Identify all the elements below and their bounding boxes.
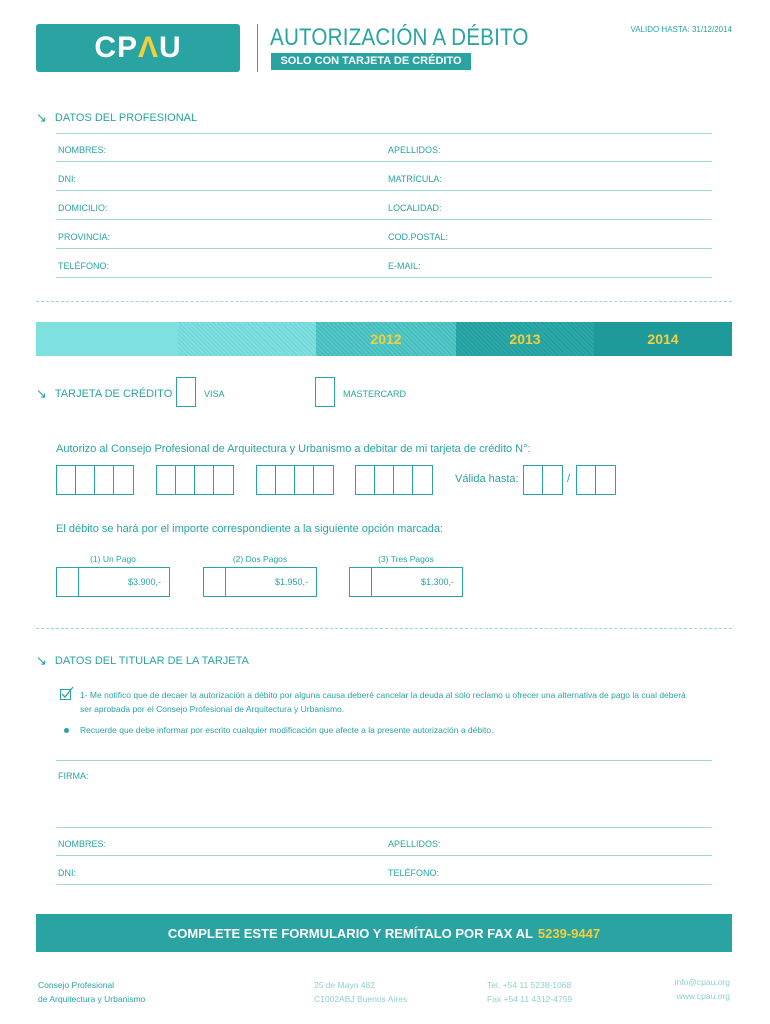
year-segment <box>178 322 316 356</box>
footer-address-line: C1002ABJ Buenos Aires <box>314 994 408 1004</box>
field-label: NOMBRES: <box>58 145 107 155</box>
expiry-month[interactable] <box>523 465 563 495</box>
fax-number: 5239-9447 <box>537 925 601 941</box>
option-label-1: (1) Un Pago <box>90 554 136 564</box>
option-checkbox[interactable] <box>204 568 226 596</box>
header-divider <box>257 24 258 72</box>
fax-banner-text: COMPLETE ESTE FORMULARIO Y REMÍTALO POR FAX AL <box>167 925 533 941</box>
footer-email[interactable]: info@cpau.org <box>674 977 730 987</box>
mastercard-checkbox[interactable] <box>315 377 335 407</box>
field-label: E-MAIL: <box>388 261 421 271</box>
mastercard-label: MASTERCARD <box>343 389 407 399</box>
card-number-group-1[interactable] <box>56 465 134 495</box>
dashed-divider <box>36 628 732 629</box>
holder-row-nombres[interactable] <box>56 828 712 856</box>
field-row-domicilio[interactable] <box>56 192 712 220</box>
arrow-down-right-icon: ↘ <box>36 110 47 125</box>
year-bar <box>36 322 732 356</box>
footer-org <box>38 978 145 1006</box>
field-label: APELLIDOS: <box>388 839 441 849</box>
option-1-box[interactable] <box>56 567 170 597</box>
field-label: MATRÍCULA: <box>388 174 442 184</box>
footer-phone <box>487 978 572 1006</box>
section-professional-title: DATOS DEL PROFESIONAL <box>54 112 198 124</box>
dashed-divider <box>36 301 732 302</box>
year-2012: 2012 <box>316 322 456 356</box>
cpau-logo <box>36 24 240 72</box>
bullet-icon <box>64 728 69 733</box>
debit-text: El débito se hará por el importe correspondiente a la siguiente opción marcada: <box>56 523 444 535</box>
field-label: TELÉFONO: <box>388 868 440 878</box>
firma-field[interactable] <box>56 771 712 827</box>
field-label: APELLIDOS: <box>388 145 441 155</box>
field-label: NOMBRES: <box>58 839 107 849</box>
arrow-down-right-icon: ↘ <box>36 653 47 668</box>
footer-web[interactable]: www.cpau.org <box>676 991 730 1001</box>
footer-address <box>314 978 407 1006</box>
option-2-box[interactable] <box>203 567 317 597</box>
field-label: TELÉFONO: <box>58 261 110 271</box>
field-label: DNI: <box>58 868 76 878</box>
card-number-group-2[interactable] <box>156 465 234 495</box>
option-amount: $3.900,- <box>127 577 161 587</box>
card-number-group-4[interactable] <box>355 465 433 495</box>
section-holder-title: DATOS DEL TITULAR DE LA TARJETA <box>54 655 249 667</box>
field-label: COD.POSTAL: <box>388 232 448 242</box>
footer-org-line: de Arquitectura y Urbanismo <box>38 994 146 1004</box>
expiry-slash: / <box>567 473 571 485</box>
option-amount: $1.300,- <box>420 577 454 587</box>
field-label: PROVINCIA: <box>58 232 111 242</box>
checked-box-icon[interactable] <box>60 686 75 701</box>
authorize-text: Autorizo al Consejo Profesional de Arquitectura y Urbanismo a debitar de mi tarjeta de crédito N°: <box>56 443 531 455</box>
valid-label: Válida hasta: <box>455 473 519 485</box>
option-3-box[interactable] <box>349 567 463 597</box>
firma-label: FIRMA: <box>58 771 89 781</box>
note-1 <box>80 688 730 716</box>
note-1-line-b: ser aprobada por el Consejo Profesional de Arquitectura y Urbanismo. <box>80 704 345 714</box>
arrow-down-right-icon: ↘ <box>36 386 47 401</box>
option-checkbox[interactable] <box>57 568 79 596</box>
form-subtitle: SOLO CON TARJETA DE CRÉDITO <box>271 53 471 70</box>
section-card-title: TARJETA DE CRÉDITO <box>54 388 173 400</box>
option-checkbox[interactable] <box>350 568 372 596</box>
footer-contact <box>600 975 730 1003</box>
year-2013: 2013 <box>456 322 594 356</box>
field-row-nombres[interactable] <box>56 134 712 162</box>
footer-org-line: Consejo Profesional <box>38 980 115 990</box>
note-2: Recuerde que debe informar por escrito cualquier modificación que afecte a la presente autorización a débito. <box>80 725 494 735</box>
expiry-year[interactable] <box>576 465 616 495</box>
divider <box>56 760 712 761</box>
option-label-3: (3) Tres Pagos <box>378 554 434 564</box>
field-label: DOMICILIO: <box>58 203 108 213</box>
field-label: LOCALIDAD: <box>388 203 442 213</box>
card-number-group-3[interactable] <box>256 465 334 495</box>
footer-fax: Fax +54 11 4312-4759 <box>487 994 573 1004</box>
section-professional <box>36 110 197 126</box>
visa-checkbox[interactable] <box>176 377 196 407</box>
field-label: DNI: <box>58 174 76 184</box>
footer-address-line: 25 de Mayo 482 <box>314 980 375 990</box>
section-card <box>36 386 172 402</box>
visa-label: VISA <box>204 389 225 399</box>
option-amount: $1.950,- <box>274 577 308 587</box>
section-holder <box>36 653 249 669</box>
logo-text: CP <box>94 31 138 64</box>
fax-banner <box>36 914 732 952</box>
field-row-provincia[interactable] <box>56 221 712 249</box>
field-row-dni[interactable] <box>56 163 712 191</box>
note-1-line-a: 1- Me notifico que de decaer la autorización a débito por alguna causa deberé cancelar la deuda al solo reclamo u ofrecer una alternativa de pago la cual deberá <box>80 690 686 700</box>
holder-row-dni[interactable] <box>56 857 712 885</box>
logo-tail: U <box>159 31 182 64</box>
form-title: AUTORIZACIÓN A DÉBITO <box>270 24 529 51</box>
valid-until: VALIDO HASTA: 31/12/2014 <box>630 25 732 34</box>
field-row-telefono[interactable] <box>56 250 712 278</box>
year-segment <box>36 322 178 356</box>
logo-mark: Λ <box>138 31 160 64</box>
option-label-2: (2) Dos Pagos <box>232 554 288 564</box>
footer-tel: Tel. +54 11 5238-1068 <box>487 980 572 990</box>
year-2014: 2014 <box>594 322 732 356</box>
